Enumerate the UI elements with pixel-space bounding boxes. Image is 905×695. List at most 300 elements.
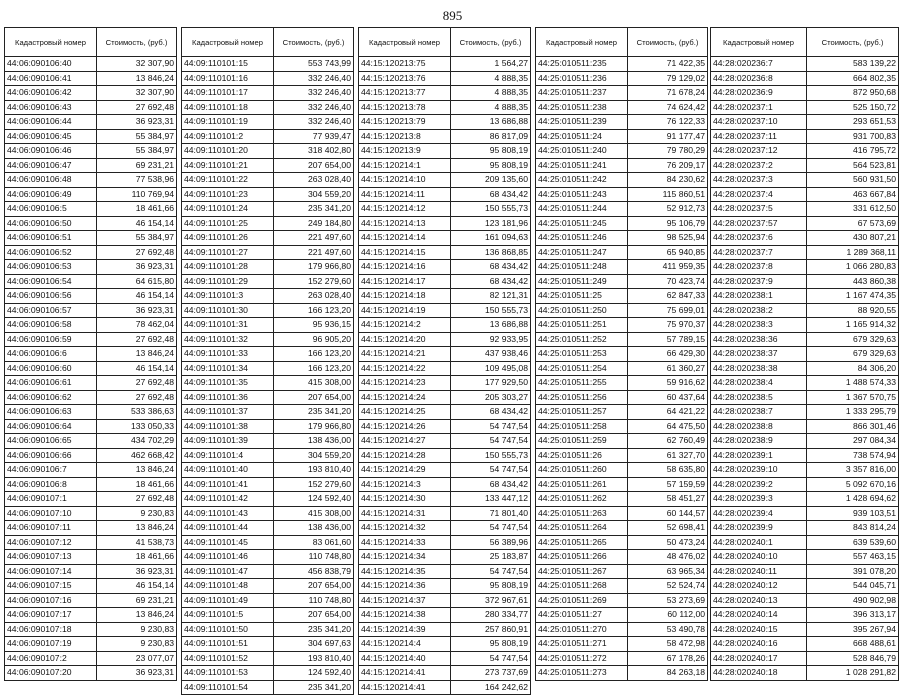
cadastral-number-cell: 44:06:090106:41	[5, 71, 97, 86]
cadastral-number-cell: 44:15:120213:9	[359, 144, 451, 159]
table-row	[5, 434, 177, 449]
cadastral-number-cell: 44:15:120214:16	[359, 260, 451, 275]
cadastral-number-cell: 44:09:110101:51	[182, 637, 274, 652]
table-row	[5, 535, 177, 550]
table-row	[536, 492, 708, 507]
cadastral-number-cell: 44:09:110101:20	[182, 144, 274, 159]
cost-cell: 67 573,69	[807, 216, 899, 231]
table-row	[5, 608, 177, 623]
cost-cell: 564 523,81	[807, 158, 899, 173]
cadastral-number-cell: 44:28:020239:4	[711, 506, 807, 521]
table-row	[182, 376, 354, 391]
cadastral-number-cell: 44:25:010511:27	[536, 608, 628, 623]
cadastral-number-cell: 44:06:090106:58	[5, 318, 97, 333]
cost-cell: 95 808,19	[451, 637, 531, 652]
table-row	[711, 260, 899, 275]
cadastral-number-cell: 44:28:020238:3	[711, 318, 807, 333]
cost-cell: 68 434,42	[451, 405, 531, 420]
cost-cell: 1 289 368,11	[807, 245, 899, 260]
table-row	[182, 347, 354, 362]
table-row	[5, 637, 177, 652]
cadastral-number-cell: 44:15:120214:15	[359, 245, 451, 260]
cost-cell: 557 463,15	[807, 550, 899, 565]
cadastral-number-cell: 44:06:090106:62	[5, 390, 97, 405]
table-row	[536, 231, 708, 246]
cost-cell: 872 950,68	[807, 86, 899, 101]
table-row	[359, 173, 531, 188]
table-row	[536, 115, 708, 130]
table-row	[5, 492, 177, 507]
cadastral-number-cell: 44:25:010511:242	[536, 173, 628, 188]
cost-cell: 456 838,79	[274, 564, 354, 579]
cadastral-number-cell: 44:06:090106:8	[5, 477, 97, 492]
cadastral-number-cell: 44:06:090106:53	[5, 260, 97, 275]
cost-cell: 68 434,42	[451, 260, 531, 275]
header-cadastral-number: Кадастровый номер	[5, 28, 97, 57]
cost-cell: 866 301,46	[807, 419, 899, 434]
table-row	[359, 593, 531, 608]
table-row	[5, 463, 177, 478]
table-row	[711, 361, 899, 376]
cadastral-number-cell: 44:25:010511:263	[536, 506, 628, 521]
cost-cell: 32 307,90	[97, 86, 177, 101]
cadastral-number-cell: 44:06:090107:20	[5, 666, 97, 681]
table-row	[182, 216, 354, 231]
cadastral-number-cell: 44:28:020238:36	[711, 332, 807, 347]
cost-cell: 13 846,24	[97, 71, 177, 86]
cost-cell: 166 123,20	[274, 347, 354, 362]
cost-cell: 64 475,50	[628, 419, 708, 434]
cost-cell: 71 422,35	[628, 57, 708, 72]
cadastral-number-cell: 44:09:110101:36	[182, 390, 274, 405]
cost-cell: 205 303,27	[451, 390, 531, 405]
cost-cell: 79 129,02	[628, 71, 708, 86]
page-number: 895	[442, 8, 463, 23]
cadastral-number-cell: 44:15:120213:79	[359, 115, 451, 130]
table-row	[182, 492, 354, 507]
cadastral-number-cell: 44:28:020239:10	[711, 463, 807, 478]
cost-cell: 55 384,97	[97, 144, 177, 159]
cadastral-number-cell: 44:09:110101:49	[182, 593, 274, 608]
table-row	[5, 666, 177, 681]
cost-cell: 679 329,63	[807, 347, 899, 362]
cadastral-number-cell: 44:06:090106:57	[5, 303, 97, 318]
cost-cell: 843 814,24	[807, 521, 899, 536]
cost-cell: 3 357 816,00	[807, 463, 899, 478]
table-row	[182, 651, 354, 666]
table-row	[359, 521, 531, 536]
cost-cell: 50 473,24	[628, 535, 708, 550]
cadastral-number-cell: 44:06:090106:65	[5, 434, 97, 449]
cadastral-number-cell: 44:06:090106:5	[5, 202, 97, 217]
cost-cell: 207 654,00	[274, 579, 354, 594]
cost-cell: 68 434,42	[451, 187, 531, 202]
cost-cell: 150 555,73	[451, 303, 531, 318]
cost-cell: 1 564,27	[451, 57, 531, 72]
cadastral-number-cell: 44:28:020237:5	[711, 202, 807, 217]
cost-cell: 18 461,66	[97, 477, 177, 492]
header-cadastral-number: Кадастровый номер	[182, 28, 274, 57]
cost-cell: 53 490,78	[628, 622, 708, 637]
cost-cell: 46 154,14	[97, 289, 177, 304]
cost-cell: 66 429,30	[628, 347, 708, 362]
cadastral-number-cell: 44:25:010511:251	[536, 318, 628, 333]
cadastral-number-cell: 44:25:010511:237	[536, 86, 628, 101]
table-row	[711, 231, 899, 246]
table-row	[359, 622, 531, 637]
table-row	[5, 506, 177, 521]
cadastral-number-cell: 44:28:020239:3	[711, 492, 807, 507]
cost-cell: 69 231,21	[97, 593, 177, 608]
cost-cell: 1 167 474,35	[807, 289, 899, 304]
table-row	[711, 593, 899, 608]
table-row	[5, 622, 177, 637]
cost-cell: 161 094,63	[451, 231, 531, 246]
table-row	[5, 318, 177, 333]
cost-cell: 249 184,80	[274, 216, 354, 231]
table-row	[536, 376, 708, 391]
table-row	[711, 405, 899, 420]
cost-cell: 46 154,14	[97, 361, 177, 376]
cost-cell: 62 760,49	[628, 434, 708, 449]
cost-cell: 64 615,80	[97, 274, 177, 289]
cadastral-number-cell: 44:06:090107:13	[5, 550, 97, 565]
table-row	[182, 550, 354, 565]
table-row	[711, 376, 899, 391]
cost-cell: 443 860,38	[807, 274, 899, 289]
cost-cell: 95 808,19	[451, 144, 531, 159]
table-row	[536, 202, 708, 217]
table-row	[5, 260, 177, 275]
cadastral-number-cell: 44:15:120214:4	[359, 637, 451, 652]
cost-cell: 528 846,79	[807, 651, 899, 666]
cost-cell: 62 847,33	[628, 289, 708, 304]
table-header-row	[536, 28, 708, 57]
table-row	[359, 535, 531, 550]
cost-cell: 27 692,48	[97, 332, 177, 347]
cadastral-number-cell: 44:28:020236:7	[711, 57, 807, 72]
cadastral-number-cell: 44:09:110101:46	[182, 550, 274, 565]
cost-cell: 164 242,62	[451, 680, 531, 695]
cadastral-number-cell: 44:25:010511:240	[536, 144, 628, 159]
table-row	[711, 71, 899, 86]
cadastral-number-cell: 44:09:110101:17	[182, 86, 274, 101]
cadastral-number-cell: 44:09:110101:22	[182, 173, 274, 188]
cost-cell: 297 084,34	[807, 434, 899, 449]
table-row	[182, 100, 354, 115]
cadastral-number-cell: 44:28:020237:57	[711, 216, 807, 231]
table-row	[711, 86, 899, 101]
table-row	[5, 202, 177, 217]
table-row	[5, 71, 177, 86]
cadastral-number-cell: 44:15:120214:24	[359, 390, 451, 405]
cadastral-number-cell: 44:06:090106:56	[5, 289, 97, 304]
table-row	[182, 173, 354, 188]
table-row	[536, 405, 708, 420]
cost-cell: 53 273,69	[628, 593, 708, 608]
table-row	[711, 289, 899, 304]
cost-cell: 263 028,40	[274, 289, 354, 304]
cadastral-number-cell: 44:06:090106:42	[5, 86, 97, 101]
cost-cell: 133 447,12	[451, 492, 531, 507]
cost-cell: 9 230,83	[97, 622, 177, 637]
cadastral-number-cell: 44:09:110101:38	[182, 419, 274, 434]
cadastral-number-cell: 44:15:120214:1	[359, 158, 451, 173]
cadastral-number-cell: 44:09:110101:45	[182, 535, 274, 550]
header-cost: Стоимость, (руб.)	[451, 28, 531, 57]
table-row	[711, 115, 899, 130]
cost-cell: 136 868,85	[451, 245, 531, 260]
table-row	[711, 477, 899, 492]
table-row	[5, 289, 177, 304]
cadastral-number-cell: 44:25:010511:255	[536, 376, 628, 391]
cost-cell: 207 654,00	[274, 608, 354, 623]
table-row	[182, 579, 354, 594]
cadastral-number-cell: 44:06:090107:10	[5, 506, 97, 521]
cost-cell: 13 846,24	[97, 347, 177, 362]
cadastral-number-cell: 44:09:110101:23	[182, 187, 274, 202]
table-row	[711, 419, 899, 434]
cadastral-number-cell: 44:09:110101:54	[182, 680, 274, 695]
table-row	[711, 666, 899, 681]
cadastral-number-cell: 44:06:090106:44	[5, 115, 97, 130]
table-row	[5, 651, 177, 666]
cadastral-number-cell: 44:28:020238:1	[711, 289, 807, 304]
cadastral-number-cell: 44:25:010511:247	[536, 245, 628, 260]
cost-cell: 54 747,54	[451, 651, 531, 666]
table-row	[182, 463, 354, 478]
table-row	[359, 100, 531, 115]
table-row	[711, 173, 899, 188]
cadastral-number-cell: 44:06:090107:2	[5, 651, 97, 666]
cadastral-number-cell: 44:28:020238:5	[711, 390, 807, 405]
table-row	[182, 535, 354, 550]
table-header-row	[5, 28, 177, 57]
table-row	[711, 463, 899, 478]
cadastral-number-cell: 44:28:020239:2	[711, 477, 807, 492]
cost-cell: 25 183,87	[451, 550, 531, 565]
cost-cell: 391 078,20	[807, 564, 899, 579]
cost-cell: 46 154,14	[97, 216, 177, 231]
cadastral-number-cell: 44:06:090106:46	[5, 144, 97, 159]
cadastral-number-cell: 44:06:090106:7	[5, 463, 97, 478]
cadastral-number-cell: 44:25:010511:25	[536, 289, 628, 304]
cost-cell: 71 678,24	[628, 86, 708, 101]
cadastral-number-cell: 44:25:010511:258	[536, 419, 628, 434]
cost-cell: 36 923,31	[97, 564, 177, 579]
table-row	[711, 550, 899, 565]
table-row	[359, 477, 531, 492]
cadastral-number-cell: 44:15:120214:19	[359, 303, 451, 318]
cadastral-number-cell: 44:09:110101:15	[182, 57, 274, 72]
cadastral-number-cell: 44:28:020238:4	[711, 376, 807, 391]
table-row	[359, 129, 531, 144]
cadastral-number-cell: 44:06:090106:43	[5, 100, 97, 115]
cadastral-number-cell: 44:06:090106:40	[5, 57, 97, 72]
cost-cell: 304 559,20	[274, 187, 354, 202]
cost-cell: 83 061,60	[274, 535, 354, 550]
table-row	[359, 492, 531, 507]
cost-cell: 64 421,22	[628, 405, 708, 420]
table-row	[711, 492, 899, 507]
table-row	[5, 303, 177, 318]
table-row	[182, 434, 354, 449]
cost-cell: 79 780,29	[628, 144, 708, 159]
cost-cell: 84 263,18	[628, 666, 708, 681]
cadastral-number-cell: 44:09:110101:27	[182, 245, 274, 260]
table-row	[536, 535, 708, 550]
header-cost: Стоимость, (руб.)	[274, 28, 354, 57]
table-row	[536, 579, 708, 594]
table-row	[536, 419, 708, 434]
cadastral-number-cell: 44:15:120214:23	[359, 376, 451, 391]
cadastral-number-cell: 44:25:010511:249	[536, 274, 628, 289]
cost-cell: 75 970,37	[628, 318, 708, 333]
table-row	[711, 579, 899, 594]
table-row	[359, 274, 531, 289]
cost-cell: 193 810,40	[274, 651, 354, 666]
cost-cell: 56 389,96	[451, 535, 531, 550]
table-row	[536, 57, 708, 72]
cadastral-number-cell: 44:09:110101:16	[182, 71, 274, 86]
cadastral-number-cell: 44:28:020238:7	[711, 405, 807, 420]
cost-cell: 209 135,60	[451, 173, 531, 188]
cadastral-number-cell: 44:15:120214:17	[359, 274, 451, 289]
cost-cell: 124 592,40	[274, 492, 354, 507]
cadastral-number-cell: 44:06:090106:60	[5, 361, 97, 376]
cadastral-number-cell: 44:09:110101:29	[182, 274, 274, 289]
table-row	[5, 390, 177, 405]
table-row	[711, 57, 899, 72]
cadastral-number-cell: 44:09:110101:31	[182, 318, 274, 333]
cost-cell: 525 150,72	[807, 100, 899, 115]
cost-cell: 95 936,15	[274, 318, 354, 333]
table-row	[182, 231, 354, 246]
cost-cell: 235 341,20	[274, 680, 354, 695]
cadastral-number-cell: 44:06:090107:15	[5, 579, 97, 594]
cadastral-number-cell: 44:15:120214:33	[359, 535, 451, 550]
table-row	[536, 347, 708, 362]
cost-cell: 91 177,47	[628, 129, 708, 144]
cadastral-number-cell: 44:06:090107:19	[5, 637, 97, 652]
cadastral-number-cell: 44:09:110101:30	[182, 303, 274, 318]
cost-cell: 70 423,74	[628, 274, 708, 289]
cost-cell: 304 697,63	[274, 637, 354, 652]
cadastral-number-cell: 44:25:010511:245	[536, 216, 628, 231]
cadastral-number-cell: 44:15:120214:3	[359, 477, 451, 492]
table-row	[536, 158, 708, 173]
cost-cell: 95 106,79	[628, 216, 708, 231]
table-row	[536, 666, 708, 681]
table-row	[359, 115, 531, 130]
cadastral-number-cell: 44:09:110101:37	[182, 405, 274, 420]
cadastral-number-cell: 44:15:120214:32	[359, 521, 451, 536]
table-row	[5, 115, 177, 130]
table-row	[182, 390, 354, 405]
cadastral-number-cell: 44:25:010511:241	[536, 158, 628, 173]
table-row	[182, 144, 354, 159]
table-row	[5, 144, 177, 159]
cost-cell: 60 112,00	[628, 608, 708, 623]
cadastral-number-cell: 44:06:090106:52	[5, 245, 97, 260]
cost-cell: 416 795,72	[807, 144, 899, 159]
cadastral-number-cell: 44:09:110101:35	[182, 376, 274, 391]
cost-cell: 1 028 291,82	[807, 666, 899, 681]
cost-cell: 437 938,46	[451, 347, 531, 362]
table-row	[359, 332, 531, 347]
header-cost: Стоимость, (руб.)	[807, 28, 899, 57]
cost-cell: 77 939,47	[274, 129, 354, 144]
cost-cell: 179 966,80	[274, 419, 354, 434]
cost-cell: 84 306,20	[807, 361, 899, 376]
cadastral-number-cell: 44:09:110101:4	[182, 448, 274, 463]
cadastral-number-cell: 44:25:010511:238	[536, 100, 628, 115]
table-row	[711, 216, 899, 231]
cost-cell: 668 488,61	[807, 637, 899, 652]
cadastral-number-cell: 44:06:090106:59	[5, 332, 97, 347]
table-row	[711, 448, 899, 463]
table-row	[536, 318, 708, 333]
cost-cell: 463 667,84	[807, 187, 899, 202]
cost-cell: 27 692,48	[97, 100, 177, 115]
cost-cell: 55 384,97	[97, 129, 177, 144]
cost-cell: 52 912,73	[628, 202, 708, 217]
table-row	[5, 521, 177, 536]
cadastral-number-cell: 44:28:020240:15	[711, 622, 807, 637]
cost-cell: 36 923,31	[97, 260, 177, 275]
table-row	[359, 144, 531, 159]
cost-cell: 98 525,94	[628, 231, 708, 246]
cost-cell: 13 846,24	[97, 608, 177, 623]
cost-cell: 96 905,20	[274, 332, 354, 347]
header-cadastral-number: Кадастровый номер	[711, 28, 807, 57]
table-row	[711, 347, 899, 362]
cost-cell: 18 461,66	[97, 202, 177, 217]
cadastral-number-cell: 44:06:090106:66	[5, 448, 97, 463]
cadastral-number-cell: 44:15:120214:21	[359, 347, 451, 362]
cadastral-number-cell: 44:15:120214:27	[359, 434, 451, 449]
cadastral-number-cell: 44:06:090107:1	[5, 492, 97, 507]
table-row	[5, 57, 177, 72]
cadastral-number-cell: 44:09:110101:40	[182, 463, 274, 478]
table-row	[359, 216, 531, 231]
cadastral-number-cell: 44:28:020237:1	[711, 100, 807, 115]
table-row	[536, 622, 708, 637]
cost-cell: 74 624,42	[628, 100, 708, 115]
cadastral-number-cell: 44:09:110101:39	[182, 434, 274, 449]
cost-cell: 65 940,85	[628, 245, 708, 260]
header-cadastral-number: Кадастровый номер	[536, 28, 628, 57]
cost-cell: 13 846,24	[97, 521, 177, 536]
cost-cell: 110 748,80	[274, 593, 354, 608]
cadastral-number-cell: 44:28:020237:2	[711, 158, 807, 173]
table-row	[5, 593, 177, 608]
cost-cell: 67 178,26	[628, 651, 708, 666]
cadastral-number-cell: 44:25:010511:250	[536, 303, 628, 318]
cadastral-number-cell: 44:15:120214:29	[359, 463, 451, 478]
cost-cell: 57 789,15	[628, 332, 708, 347]
cadastral-number-cell: 44:28:020238:2	[711, 303, 807, 318]
cadastral-number-cell: 44:25:010511:262	[536, 492, 628, 507]
cost-cell: 332 246,40	[274, 115, 354, 130]
cadastral-number-cell: 44:25:010511:253	[536, 347, 628, 362]
cadastral-number-cell: 44:06:090106:47	[5, 158, 97, 173]
cadastral-number-cell: 44:06:090107:12	[5, 535, 97, 550]
table-row	[182, 506, 354, 521]
cost-cell: 84 230,62	[628, 173, 708, 188]
cadastral-number-cell: 44:15:120214:20	[359, 332, 451, 347]
cadastral-number-cell: 44:09:110101:25	[182, 216, 274, 231]
